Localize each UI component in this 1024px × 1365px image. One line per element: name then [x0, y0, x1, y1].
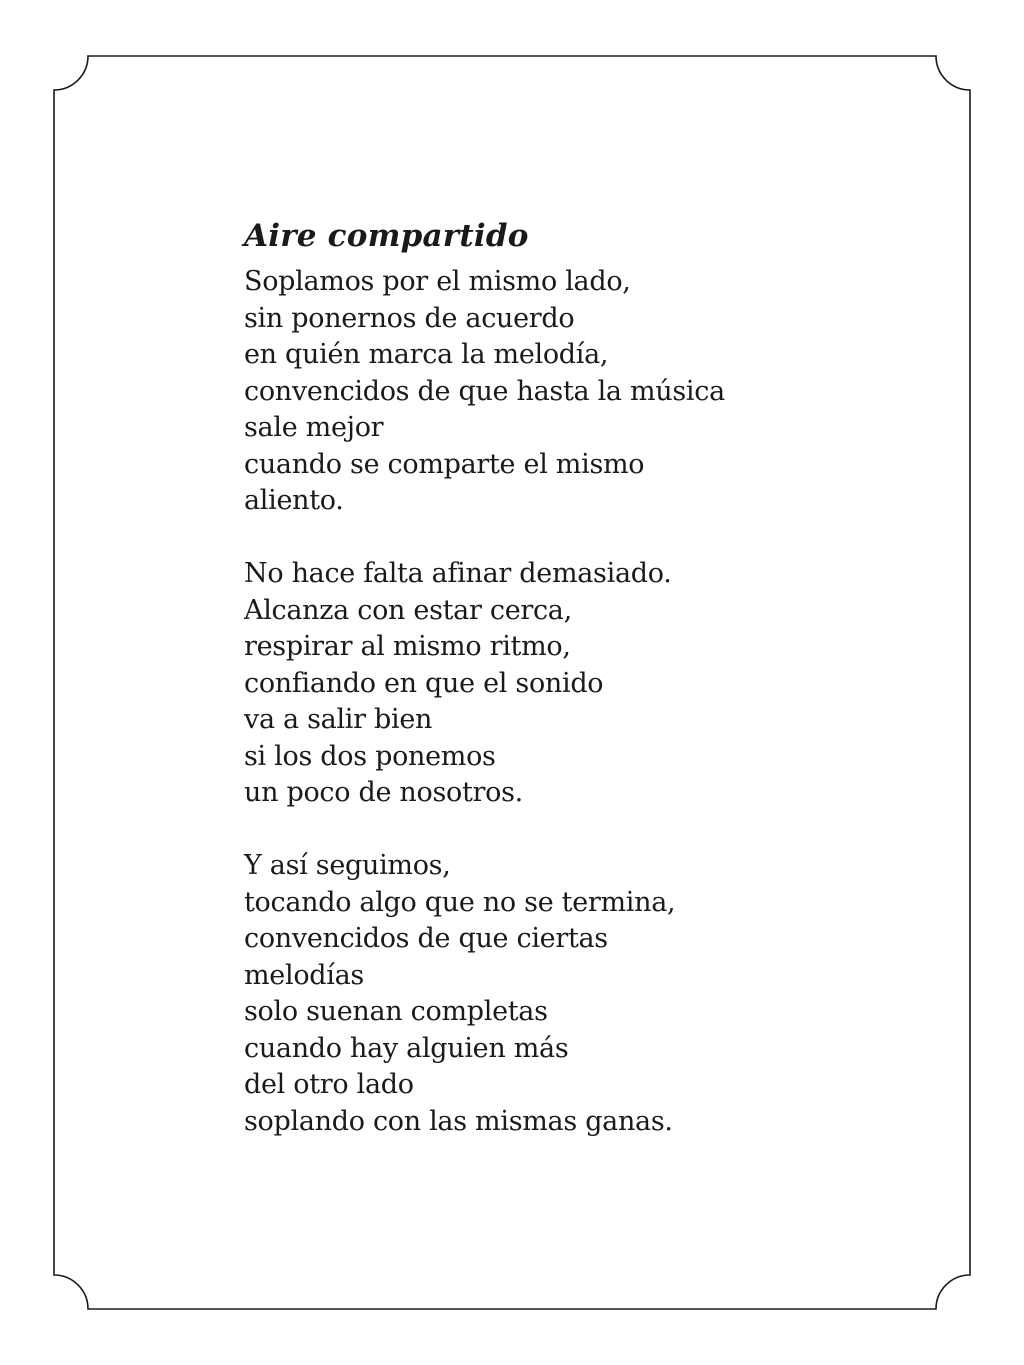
poem-line: cuando se comparte el mismo: [244, 448, 645, 480]
poem-line: va a salir bien: [244, 704, 433, 735]
poem-line: Soplamos por el mismo lado,: [244, 266, 631, 297]
poem-line: Alcanza con estar cerca,: [244, 594, 572, 626]
poem-line: un poco de nosotros.: [244, 777, 523, 808]
poem-line: cuando hay alguien más: [244, 1032, 569, 1064]
poem-line: convencidos de que ciertas: [244, 923, 608, 954]
poem-line: solo suenan completas: [244, 996, 548, 1027]
poem-line: sin ponernos de acuerdo: [244, 302, 575, 334]
poem: [244, 210, 884, 1140]
poem-line: melodías: [244, 959, 364, 991]
poem-line: sale mejor: [244, 412, 384, 443]
poem-line: del otro lado: [244, 1069, 414, 1100]
poem-title: Aire compartido: [244, 218, 529, 254]
poem-line: Y así seguimos,: [244, 850, 451, 881]
poem-line: aliento.: [244, 485, 344, 516]
poem-line: No hace falta afinar demasiado.: [244, 558, 672, 589]
stanza-3: [244, 848, 884, 1140]
stanza-1: [244, 264, 884, 520]
poem-line: respirar al mismo ritmo,: [244, 631, 571, 662]
poem-line: soplando con las mismas ganas.: [244, 1105, 673, 1137]
poem-line: tocando algo que no se termina,: [244, 886, 676, 918]
poem-line: confiando en que el sonido: [244, 667, 604, 699]
poem-line: en quién marca la melodía,: [244, 339, 609, 370]
poem-line: si los dos ponemos: [244, 740, 496, 772]
poem-line: convencidos de que hasta la música: [244, 375, 725, 407]
stanza-2: [244, 556, 884, 812]
